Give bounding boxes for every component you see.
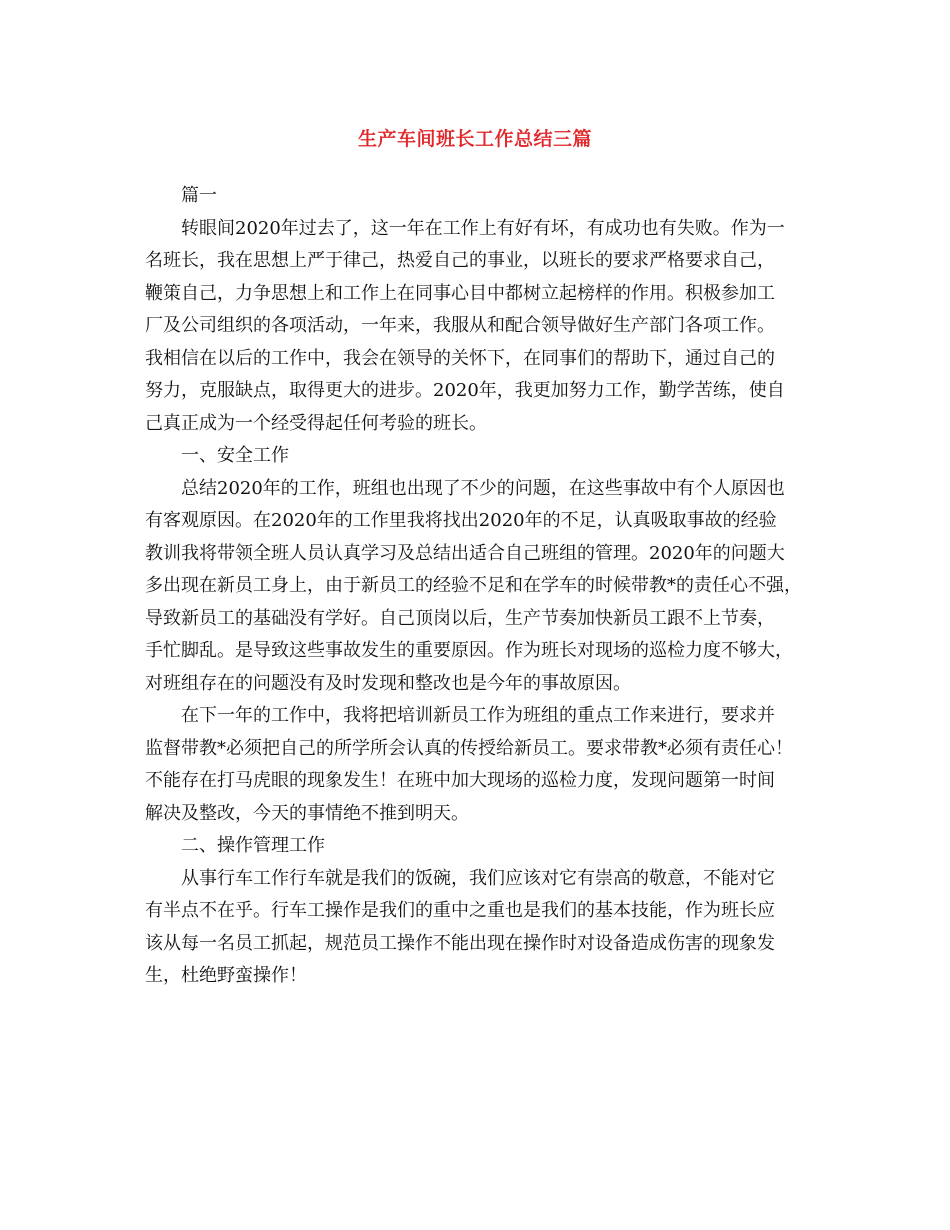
paragraph-line: 己真正成为一个经受得起任何考验的班长。: [145, 412, 487, 434]
document-body: [145, 180, 810, 993]
paragraph-line: 我相信在以后的工作中，我会在领导的关怀下，在同事们的帮助下，通过自己的: [145, 347, 775, 369]
paragraph-line: 鞭策自己，力争思想上和工作上在同事心目中都树立起榜样的作用。积极参加工: [145, 282, 775, 304]
paragraph-line: 努力，克服缺点，取得更大的进步。2020年，我更加努力工作，勤学苦练，使自: [145, 380, 785, 401]
paragraph-line: 转眼间2020年过去了，这一年在工作上有好有坏，有成功也有失败。作为一: [181, 217, 785, 239]
paragraph-line: 该从每一名员工抓起，规范员工操作不能出现在操作时对设备造成伤害的现象发: [145, 932, 775, 954]
paragraph-line: 解决及整改，今天的事情绝不推到明天。: [145, 802, 469, 824]
paragraph-line: 名班长，我在思想上严于律己，热爱自己的事业，以班长的要求严格要求自己，: [145, 250, 775, 271]
paragraph-line: 手忙脚乱。是导致这些事故发生的重要原因。作为班长对现场的巡检力度不够大，: [145, 640, 793, 661]
paragraph-line: 监督带教*必须把自己的所学所会认真的传授给新员工。要求带教*必须有责任心！: [145, 737, 793, 759]
paragraph-line: 有半点不在乎。行车工操作是我们的重中之重也是我们的基本技能，作为班长应: [145, 900, 775, 921]
paragraph-line: 一、安全工作: [181, 445, 289, 466]
paragraph-line: 篇一: [181, 185, 217, 206]
document-title: 生产车间班长工作总结三篇: [357, 128, 592, 150]
paragraph-line: 有客观原因。在2020年的工作里我将找出2020年的不足，认真吸取事故的经验: [145, 510, 777, 531]
paragraph-line: 从事行车工作行车就是我们的饭碗，我们应该对它有崇高的敬意，不能对它: [181, 867, 775, 889]
paragraph-line: 二、操作管理工作: [181, 835, 325, 856]
paragraph-line: 总结2020年的工作，班组也出现了不少的问题，在这些事故中有个人原因也: [181, 477, 785, 499]
paragraph-line: 对班组存在的问题没有及时发现和整改也是今年的事故原因。: [145, 672, 631, 694]
paragraph-line: 在下一年的工作中，我将把培训新员工作为班组的重点工作来进行，要求并: [181, 705, 775, 726]
paragraph-line: 教训我将带领全班人员认真学习及总结出适合自己班组的管理。2020年的问题大: [145, 542, 785, 564]
paragraph-line: 导致新员工的基础没有学好。自己顶岗以后，生产节奏加快新员工跟不上节奏，: [145, 607, 775, 629]
paragraph-line: 多出现在新员工身上，由于新员工的经验不足和在学车的时候带教*的责任心不强，: [145, 575, 802, 596]
paragraph-line: 生，杜绝野蛮操作！: [145, 965, 307, 986]
paragraph-line: 厂及公司组织的各项活动，一年来，我服从和配合领导做好生产部门各项工作。: [145, 315, 775, 336]
paragraph-line: 不能存在打马虎眼的现象发生！在班中加大现场的巡检力度，发现问题第一时间: [145, 770, 775, 791]
